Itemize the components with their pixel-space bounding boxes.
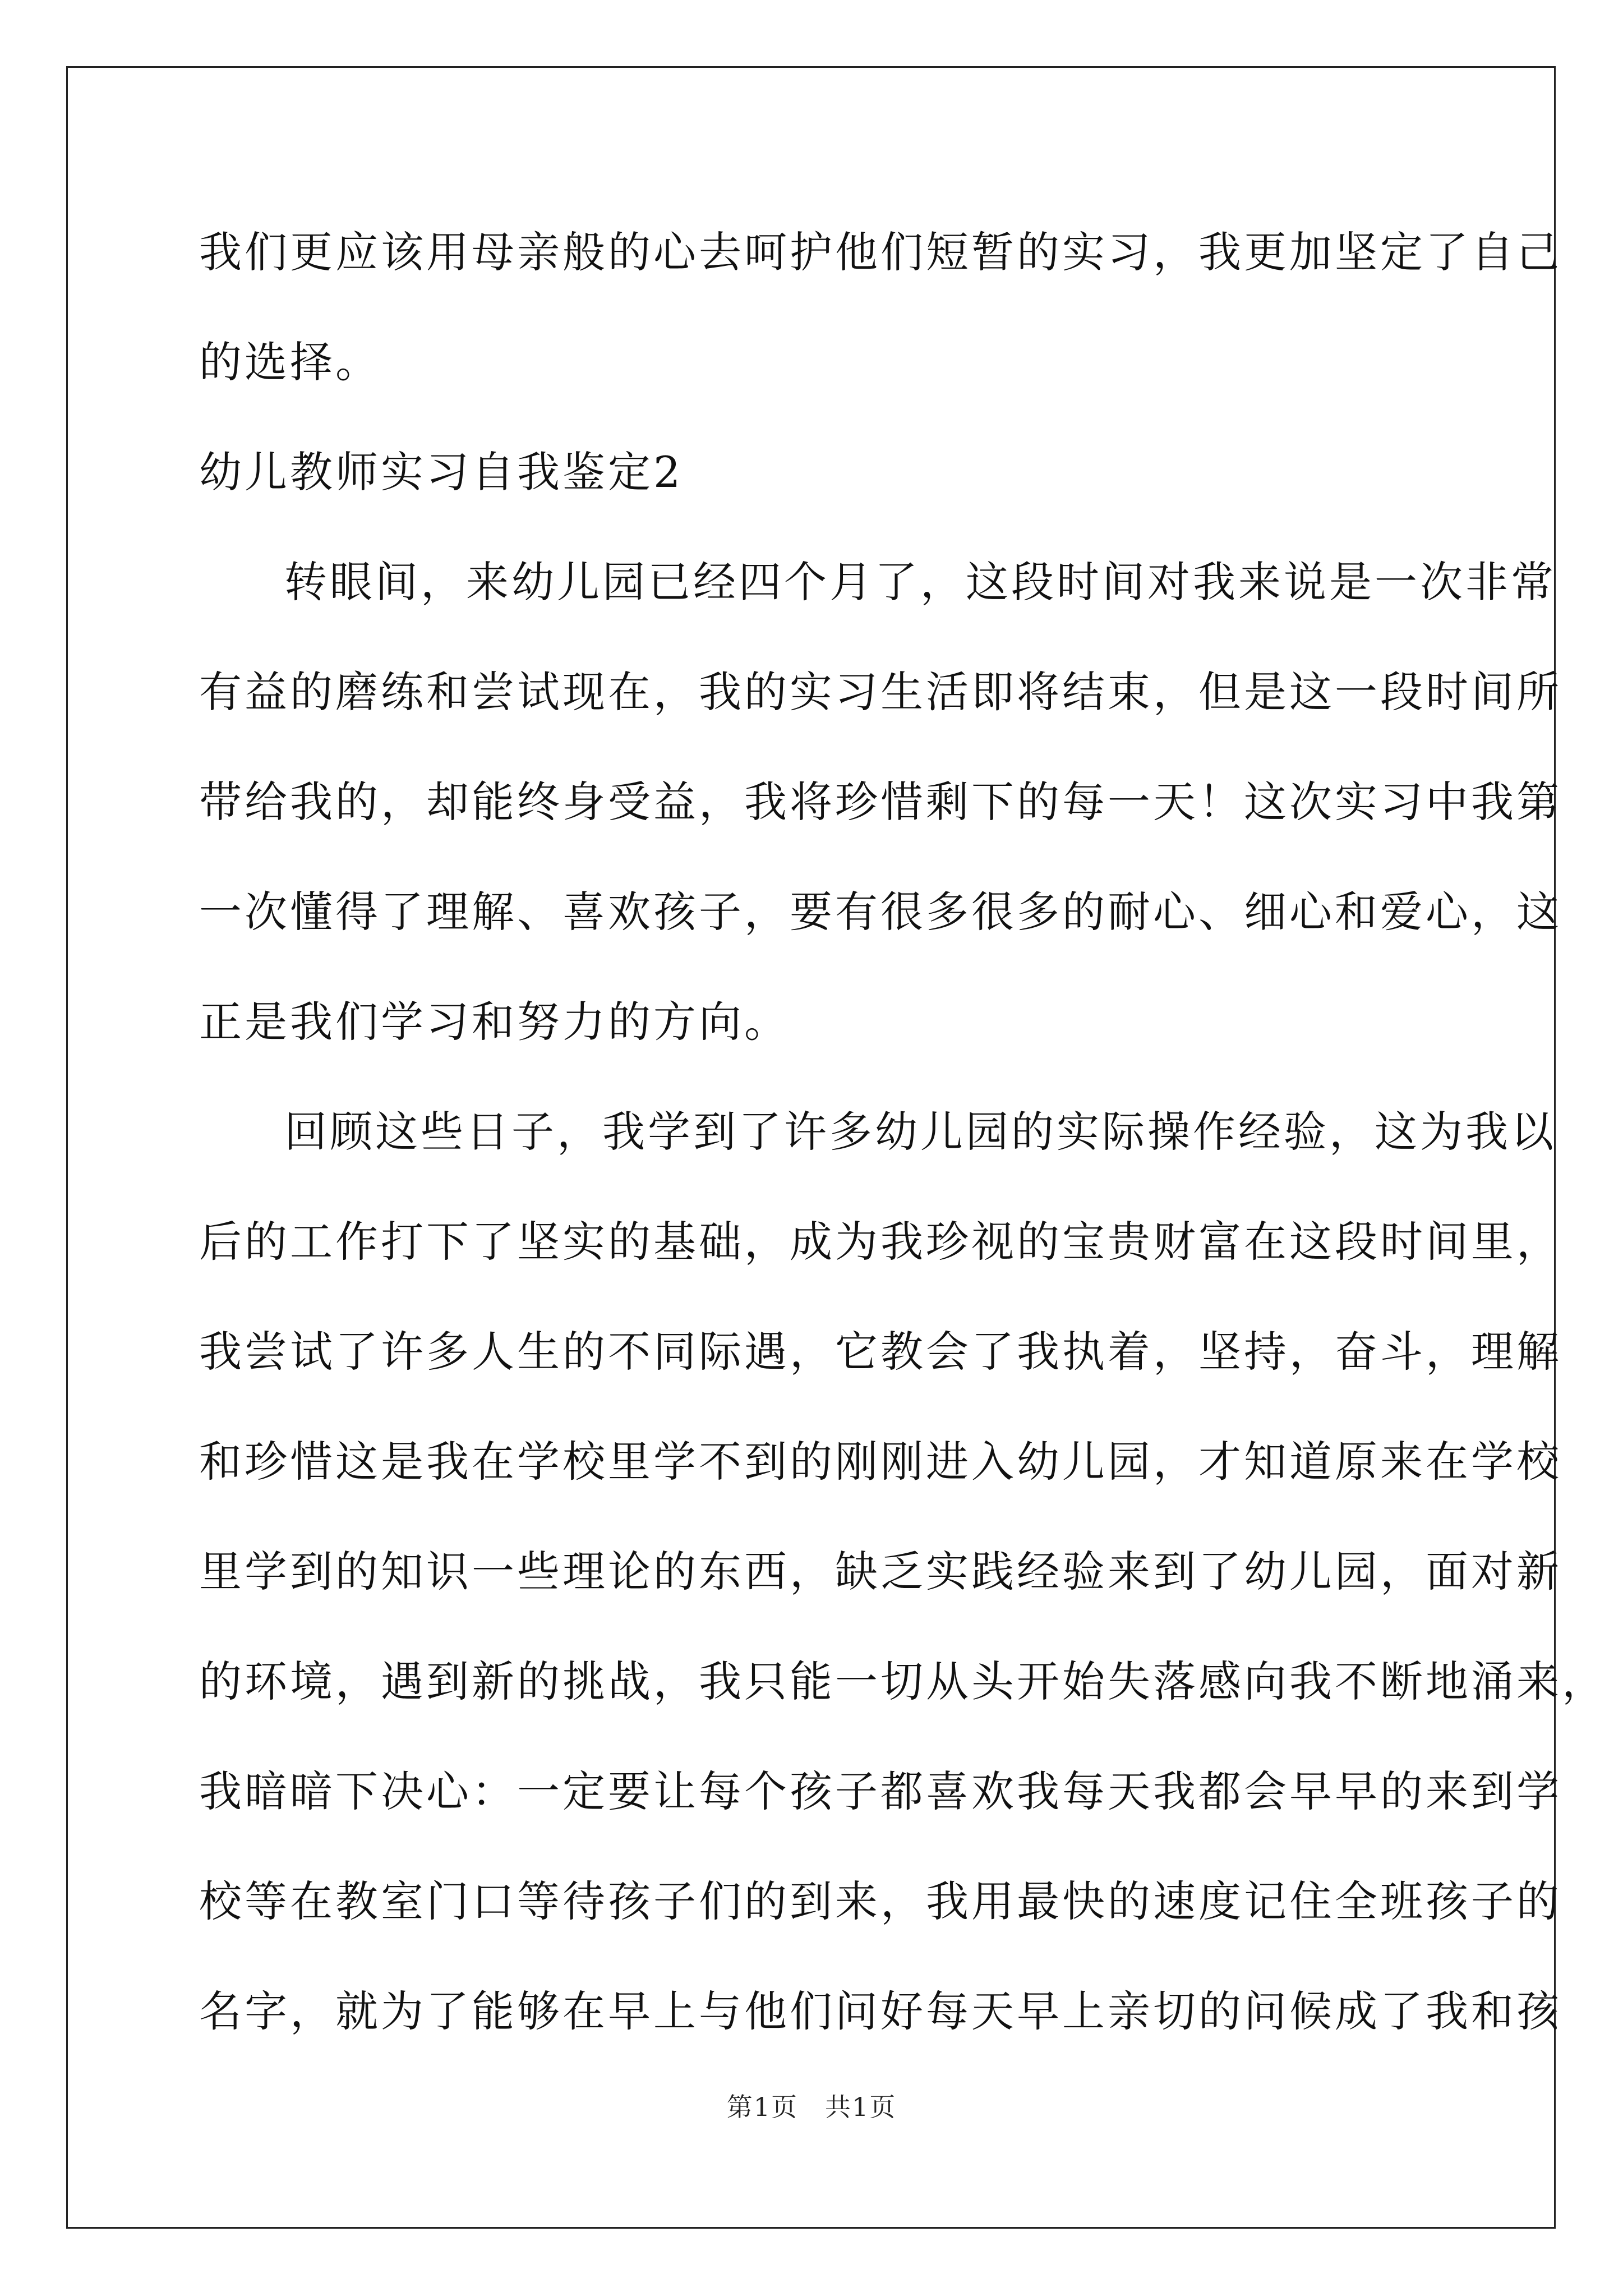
text-line: 正是我们学习和努力的方向。 bbox=[199, 997, 790, 1047]
text-line: 转眼间，来幼儿园已经四个月了，这段时间对我来说是一次非常 bbox=[284, 557, 1556, 607]
text-line: 我暗暗下决心：一定要让每个孩子都喜欢我每天我都会早早的来到学 bbox=[199, 1766, 1562, 1816]
text-line: 回顾这些日子，我学到了许多幼儿园的实际操作经验，这为我以 bbox=[284, 1107, 1556, 1157]
text-line: 一次懂得了理解、喜欢孩子，要有很多很多的耐心、细心和爱心，这 bbox=[199, 887, 1562, 937]
text-line: 我尝试了许多人生的不同际遇，它教会了我执着，坚持，奋斗，理解 bbox=[199, 1327, 1562, 1377]
text-line: 校等在教室门口等待孩子们的到来，我用最快的速度记住全班孩子的 bbox=[199, 1876, 1562, 1926]
text-line: 里学到的知识一些理论的东西，缺乏实践经验来到了幼儿园，面对新 bbox=[199, 1547, 1562, 1596]
text-line: 的环境，遇到新的挑战，我只能一切从头开始失落感向我不断地涌来， bbox=[199, 1657, 1607, 1706]
text-line: 我们更应该用母亲般的心去呵护他们短暂的实习，我更加坚定了自己 bbox=[199, 227, 1562, 277]
text-line: 有益的磨练和尝试现在，我的实习生活即将结束，但是这一段时间所 bbox=[199, 667, 1562, 717]
document-body bbox=[199, 213, 1607, 2082]
text-line: 带给我的，却能终身受益，我将珍惜剩下的每一天！这次实习中我第 bbox=[199, 777, 1562, 827]
page-number-footer: 第1页 共1页 bbox=[726, 2092, 897, 2122]
text-line: 和珍惜这是我在学校里学不到的刚刚进入幼儿园，才知道原来在学校 bbox=[199, 1437, 1562, 1487]
section-title: 幼儿教师实习自我鉴定2 bbox=[199, 447, 684, 497]
text-line: 的选择。 bbox=[199, 337, 381, 387]
text-line: 后的工作打下了坚实的基础，成为我珍视的宝贵财富在这段时间里， bbox=[199, 1217, 1562, 1267]
text-line: 名字，就为了能够在早上与他们问好每天早上亲切的问候成了我和孩 bbox=[199, 1986, 1562, 2036]
